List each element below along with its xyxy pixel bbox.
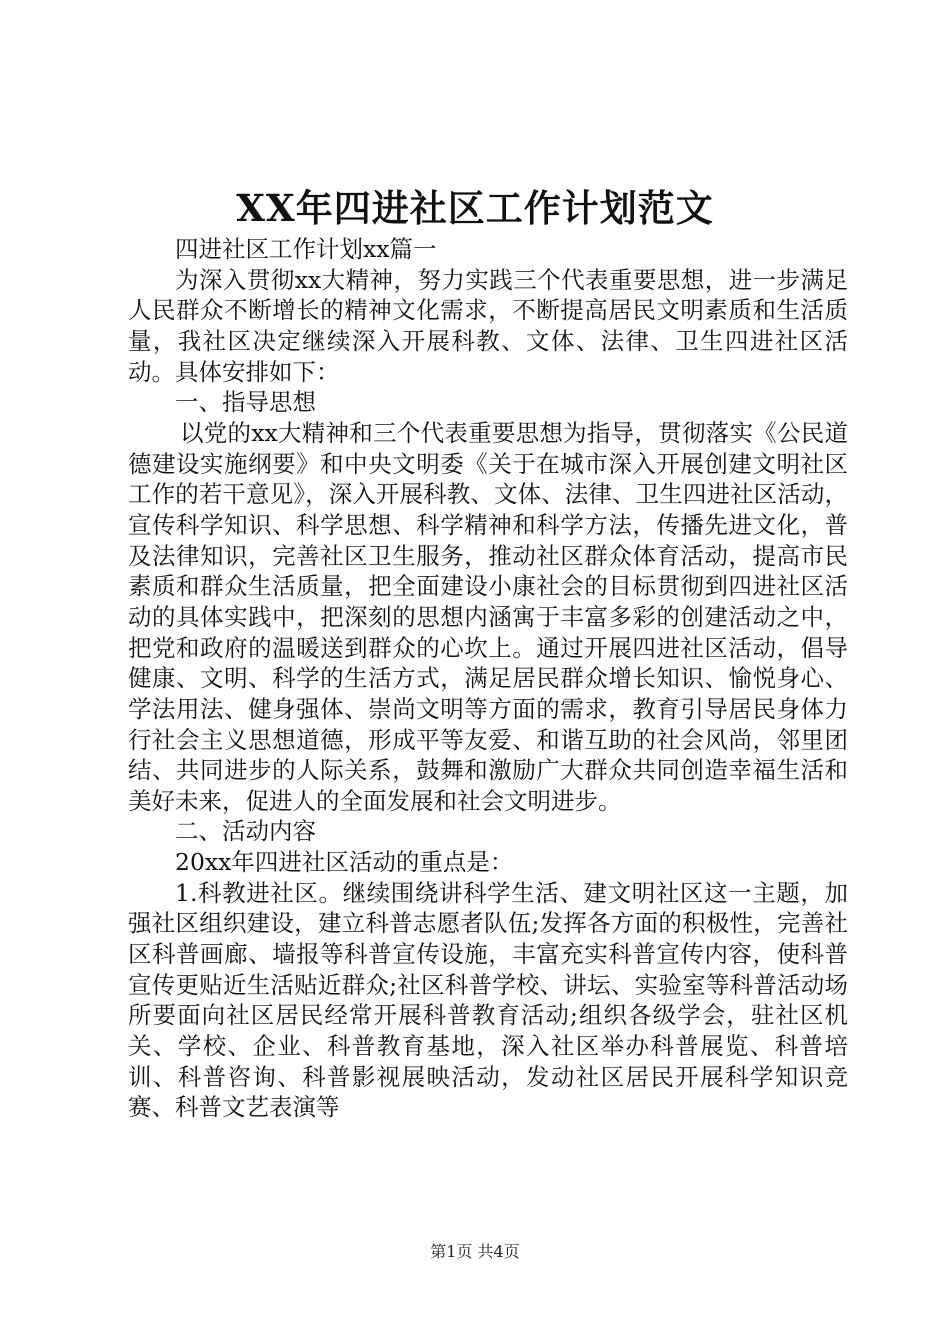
section-heading-guiding-ideology: 一、指导思想 — [175, 388, 316, 417]
document-body — [128, 234, 848, 1123]
activity-item-1-paragraph: 1.科教进社区。继续围绕讲科学生活、建文明社区这一主题，加强社区组织建设，建立科普志愿者队伍;发挥各方面的积极性，完善社区科普画廊、墙报等科普宣传设施，丰富充实科普宣传内容，使科普宣传更贴近生活贴近群众;社区科普学校、讲坛、实验室等科普活动场所要面向社区居民经常开展科普教育活动;组织各级学会，驻社区机关、学校、企业、科普教育基地，深入社区举办科普展览、科普培训、科普咨询、科普影视展映活动，发动社区居民开展科学知识竞赛、科普文艺表演等 — [128, 878, 848, 1122]
subtitle-line: 四进社区工作计划xx篇一 — [175, 235, 437, 263]
section-heading-activity-content: 二、活动内容 — [175, 817, 316, 846]
guiding-ideology-paragraph: 以党的xx大精神和三个代表重要思想为指导，贯彻落实《公民道德建设实施纲要》和中央文明委《关于在城市深入开展创建文明社区工作的若干意见》，深入开展科教、文体、法律、卫生四进社区活动，宣传科学知识、科学思想、科学精神和科学方法，传播先进文化，普及法律知识，完善社区卫生服务，推动社区群众体育活动，提高市民素质和群众生活质量，把全面建设小康社会的目标贯彻到四进社区活动的具体实践中，把深刻的思想内涵寓于丰富多彩的创建活动之中，把党和政府的温暖送到群众的心坎上。通过开展四进社区活动，倡导健康、文明、科学的生活方式，满足居民群众增长知识、愉悦身心、学法用法、健身强体、崇尚文明等方面的需求，教育引导居民身体力行社会主义思想道德，形成平等友爱、和谐互助的社会风尚，邻里团结、共同进步的人际关系，鼓舞和激励广大群众共同创造幸福生活和美好未来，促进人的全面发展和社会文明进步。 — [128, 418, 848, 815]
document-title: XX年四进社区工作计划范文 — [236, 186, 714, 230]
page-number-footer: 第1页 共4页 — [430, 1242, 520, 1261]
intro-paragraph: 为深入贯彻xx大精神，努力实践三个代表重要思想，进一步满足人民群众不断增长的精神文化需求，不断提高居民文明素质和生活质量，我社区决定继续深入开展科教、文体、法律、卫生四进社区活动。具体安排如下： — [128, 265, 848, 386]
activity-lead-line: 20xx年四进社区活动的重点是： — [175, 848, 514, 877]
